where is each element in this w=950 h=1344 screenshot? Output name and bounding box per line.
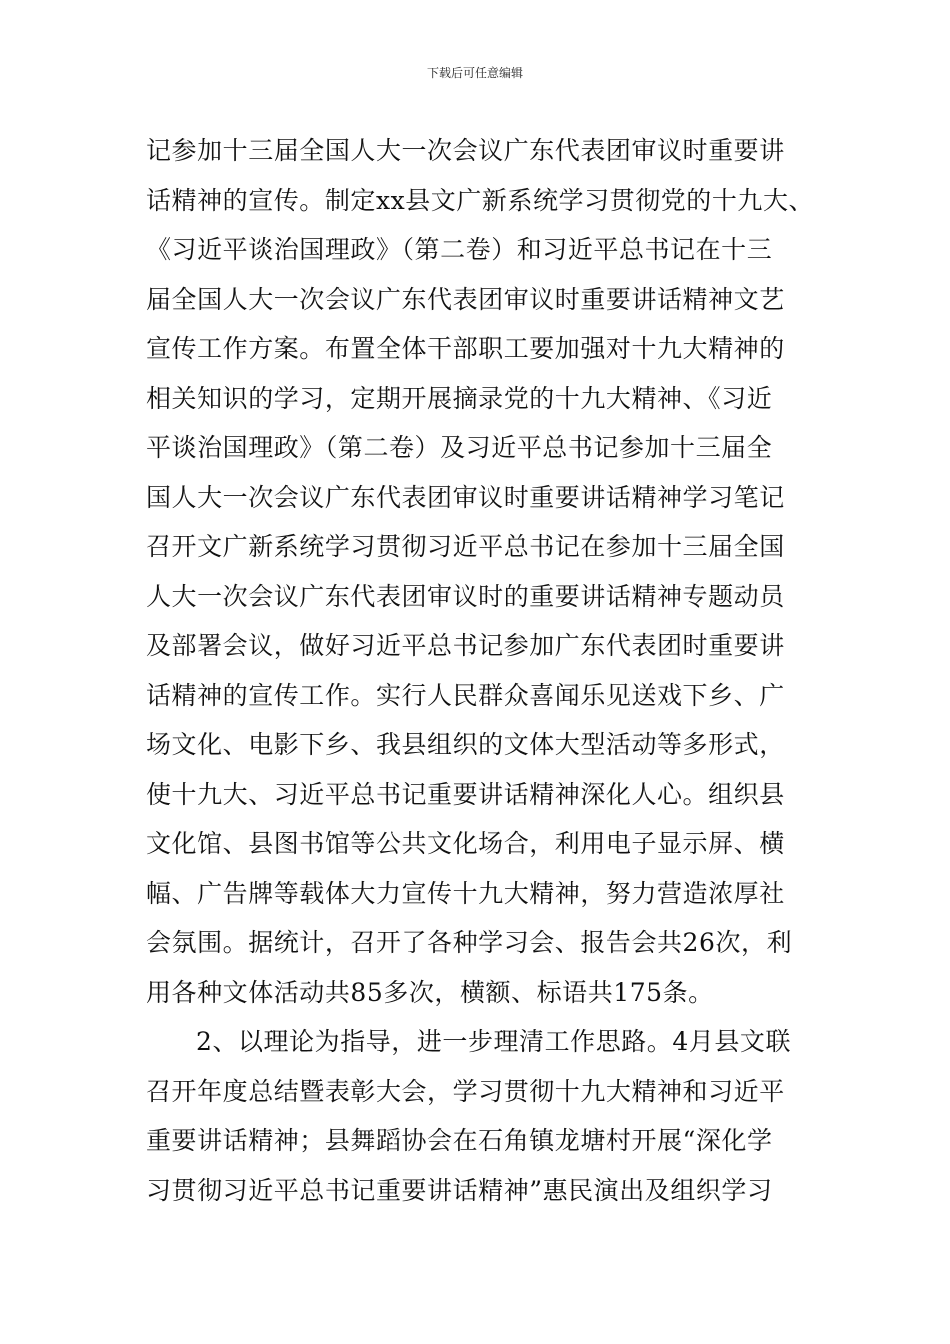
body-line: 记参加十三届全国人大一次会议广东代表团审议时重要讲 [146,136,785,165]
paragraph-start-line: 2、以理论为指导，进一步理清工作思路。4月县文联 [196,1027,792,1056]
body-line: 话精神的宣传。制定xx县文广新系统学习贯彻党的十九大、 [146,185,815,215]
body-line: 幅、广告牌等载体大力宣传十九大精神，努力营造浓厚社 [146,878,785,908]
body-line: 习贯彻习近平总书记重要讲话精神”惠民演出及组织学习 [146,1175,773,1205]
body-line: 会氛围。据统计，召开了各种学习会、报告会共26次，利 [146,928,793,957]
body-line: 重要讲话精神；县舞蹈协会在石角镇龙塘村开展“深化学 [146,1126,773,1155]
body-line: 国人大一次会议广东代表团审议时重要讲话精神学习笔记 [146,482,785,512]
document-body [146,126,815,1215]
body-line: 平谈治国理政》（第二卷）及习近平总书记参加十三届全 [146,433,773,462]
body-line: 人大一次会议广东代表团审议时的重要讲话精神专题动员 [146,581,785,611]
body-line: 召开年度总结暨表彰大会，学习贯彻十九大精神和习近平 [146,1076,785,1106]
body-line: 文化馆、县图书馆等公共文化场合，利用电子显示屏、横 [146,829,785,858]
body-line: 相关知识的学习，定期开展摘录党的十九大精神、《习近 [146,383,773,413]
body-line: 场文化、电影下乡、我县组织的文体大型活动等多形式， [146,730,785,759]
body-line: 届全国人大一次会议广东代表团审议时重要讲话精神文艺 [146,284,785,314]
body-line: 使十九大、习近平总书记重要讲话精神深化人心。组织县 [146,779,785,809]
page-header: 下载后可任意编辑 [426,66,523,80]
body-line: 话精神的宣传工作。实行人民群众喜闻乐见送戏下乡、广 [146,680,785,710]
body-line: 及部署会议，做好习近平总书记参加广东代表团时重要讲 [146,631,785,660]
body-line: 宣传工作方案。布置全体干部职工要加强对十九大精神的 [146,334,785,363]
body-line: 《习近平谈治国理政》（第二卷）和习近平总书记在十三 [146,235,773,264]
body-line: 用各种文体活动共85多次，横额、标语共175条。 [146,977,714,1007]
body-line: 召开文广新系统学习贯彻习近平总书记在参加十三届全国 [146,532,785,561]
